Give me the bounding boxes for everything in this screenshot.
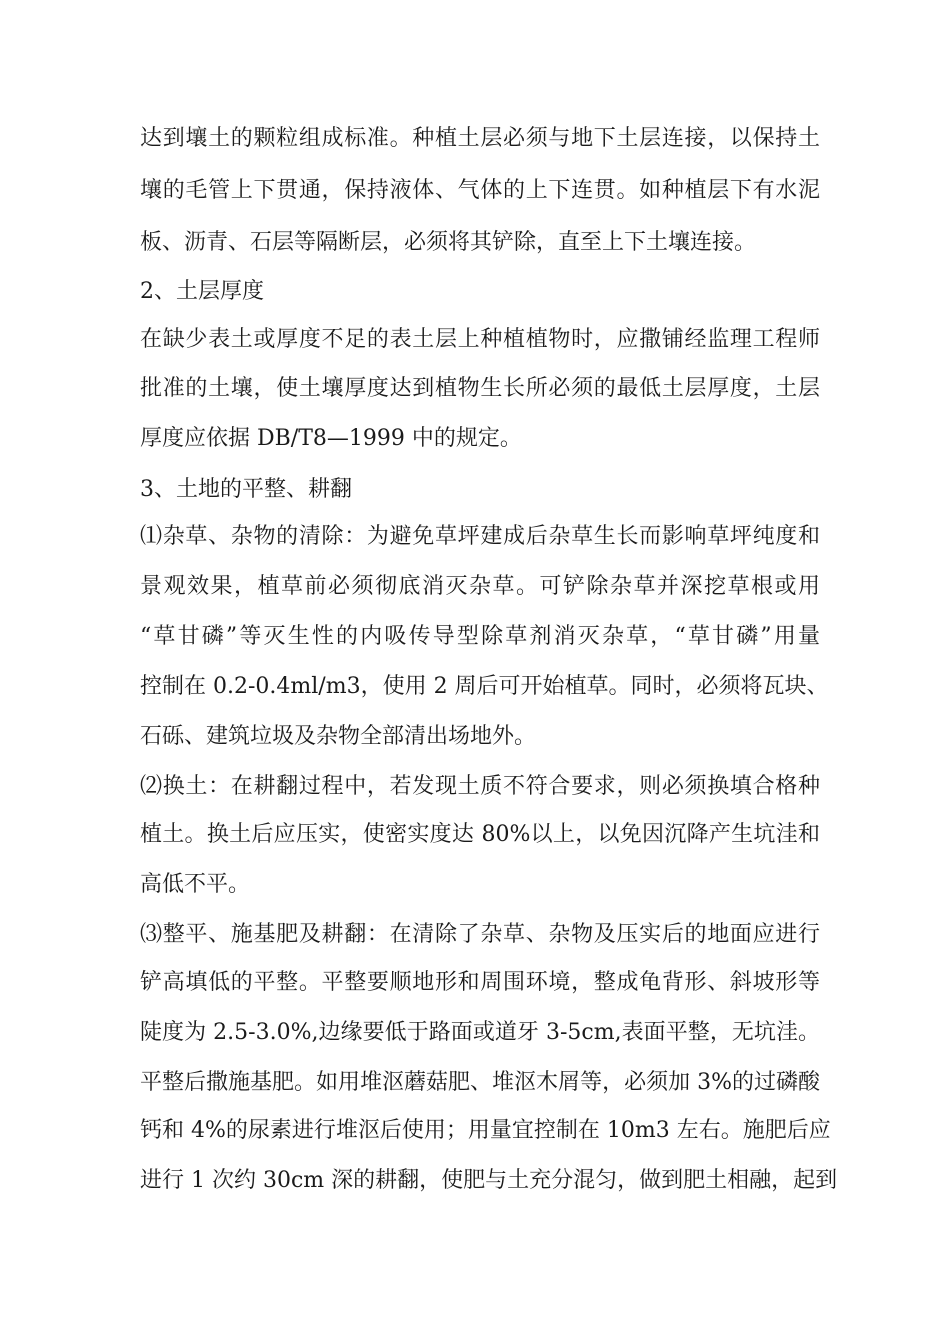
body-text-line: 平整后撒施基肥。如用堆沤蘑菇肥、堆沤木屑等，必须加 3%的过磷酸 (140, 1070, 820, 1095)
body-text-line: 壤的毛管上下贯通，保持液体、气体的上下连贯。如种植层下有水泥 (140, 178, 820, 203)
body-text-line: ⑵换土：在耕翻过程中，若发现土质不符合要求，则必须换填合格种 (140, 774, 820, 799)
body-text-line: 高低不平。 (140, 872, 251, 897)
body-text-line: 进行 1 次约 30cm 深的耕翻，使肥与土充分混匀，做到肥土相融，起到 (140, 1168, 838, 1193)
body-text-line: 铲高填低的平整。平整要顺地形和周围环境，整成龟背形、斜坡形等 (140, 970, 820, 995)
body-text-line: 板、沥青、石层等隔断层，必须将其铲除，直至上下土壤连接。 (140, 230, 757, 255)
body-text-line: “草甘磷”等灭生性的内吸传导型除草剂消灭杂草，“草甘磷”用量 (140, 624, 820, 649)
body-text-line: 景观效果，植草前必须彻底消灭杂草。可铲除杂草并深挖草根或用 (140, 574, 820, 599)
body-text-line: 批准的土壤，使土壤厚度达到植物生长所必须的最低土层厚度，土层 (140, 376, 820, 401)
body-text-line: 陡度为 2.5-3.0%,边缘要低于路面或道牙 3-5cm,表面平整，无坑洼。 (140, 1020, 820, 1045)
body-text-line: 控制在 0.2-0.4ml/m3，使用 2 周后可开始植草。同时，必须将瓦块、 (140, 674, 829, 699)
section-heading-soil-thickness: 2、土层厚度 (140, 279, 264, 304)
body-text-line: 钙和 4%的尿素进行堆沤后使用；用量宜控制在 10m3 左右。施肥后应 (140, 1118, 831, 1143)
body-text-line: 在缺少表土或厚度不足的表土层上种植植物时，应撒铺经监理工程师 (140, 327, 820, 352)
section-heading-land-leveling: 3、土地的平整、耕翻 (140, 477, 352, 502)
body-text-line: 植土。换土后应压实，使密实度达 80%以上，以免因沉降产生坑洼和 (140, 822, 820, 847)
body-text-line: ⑴杂草、杂物的清除：为避免草坪建成后杂草生长而影响草坪纯度和 (140, 524, 820, 549)
body-text-line: 达到壤土的颗粒组成标准。种植土层必须与地下土层连接，以保持土 (140, 126, 820, 151)
body-text-line: 石砾、建筑垃圾及杂物全部清出场地外。 (140, 724, 537, 749)
body-text-line: 厚度应依据 DB/T8—1999 中的规定。 (140, 426, 522, 451)
body-text-line: ⑶整平、施基肥及耕翻：在清除了杂草、杂物及压实后的地面应进行 (140, 922, 820, 947)
